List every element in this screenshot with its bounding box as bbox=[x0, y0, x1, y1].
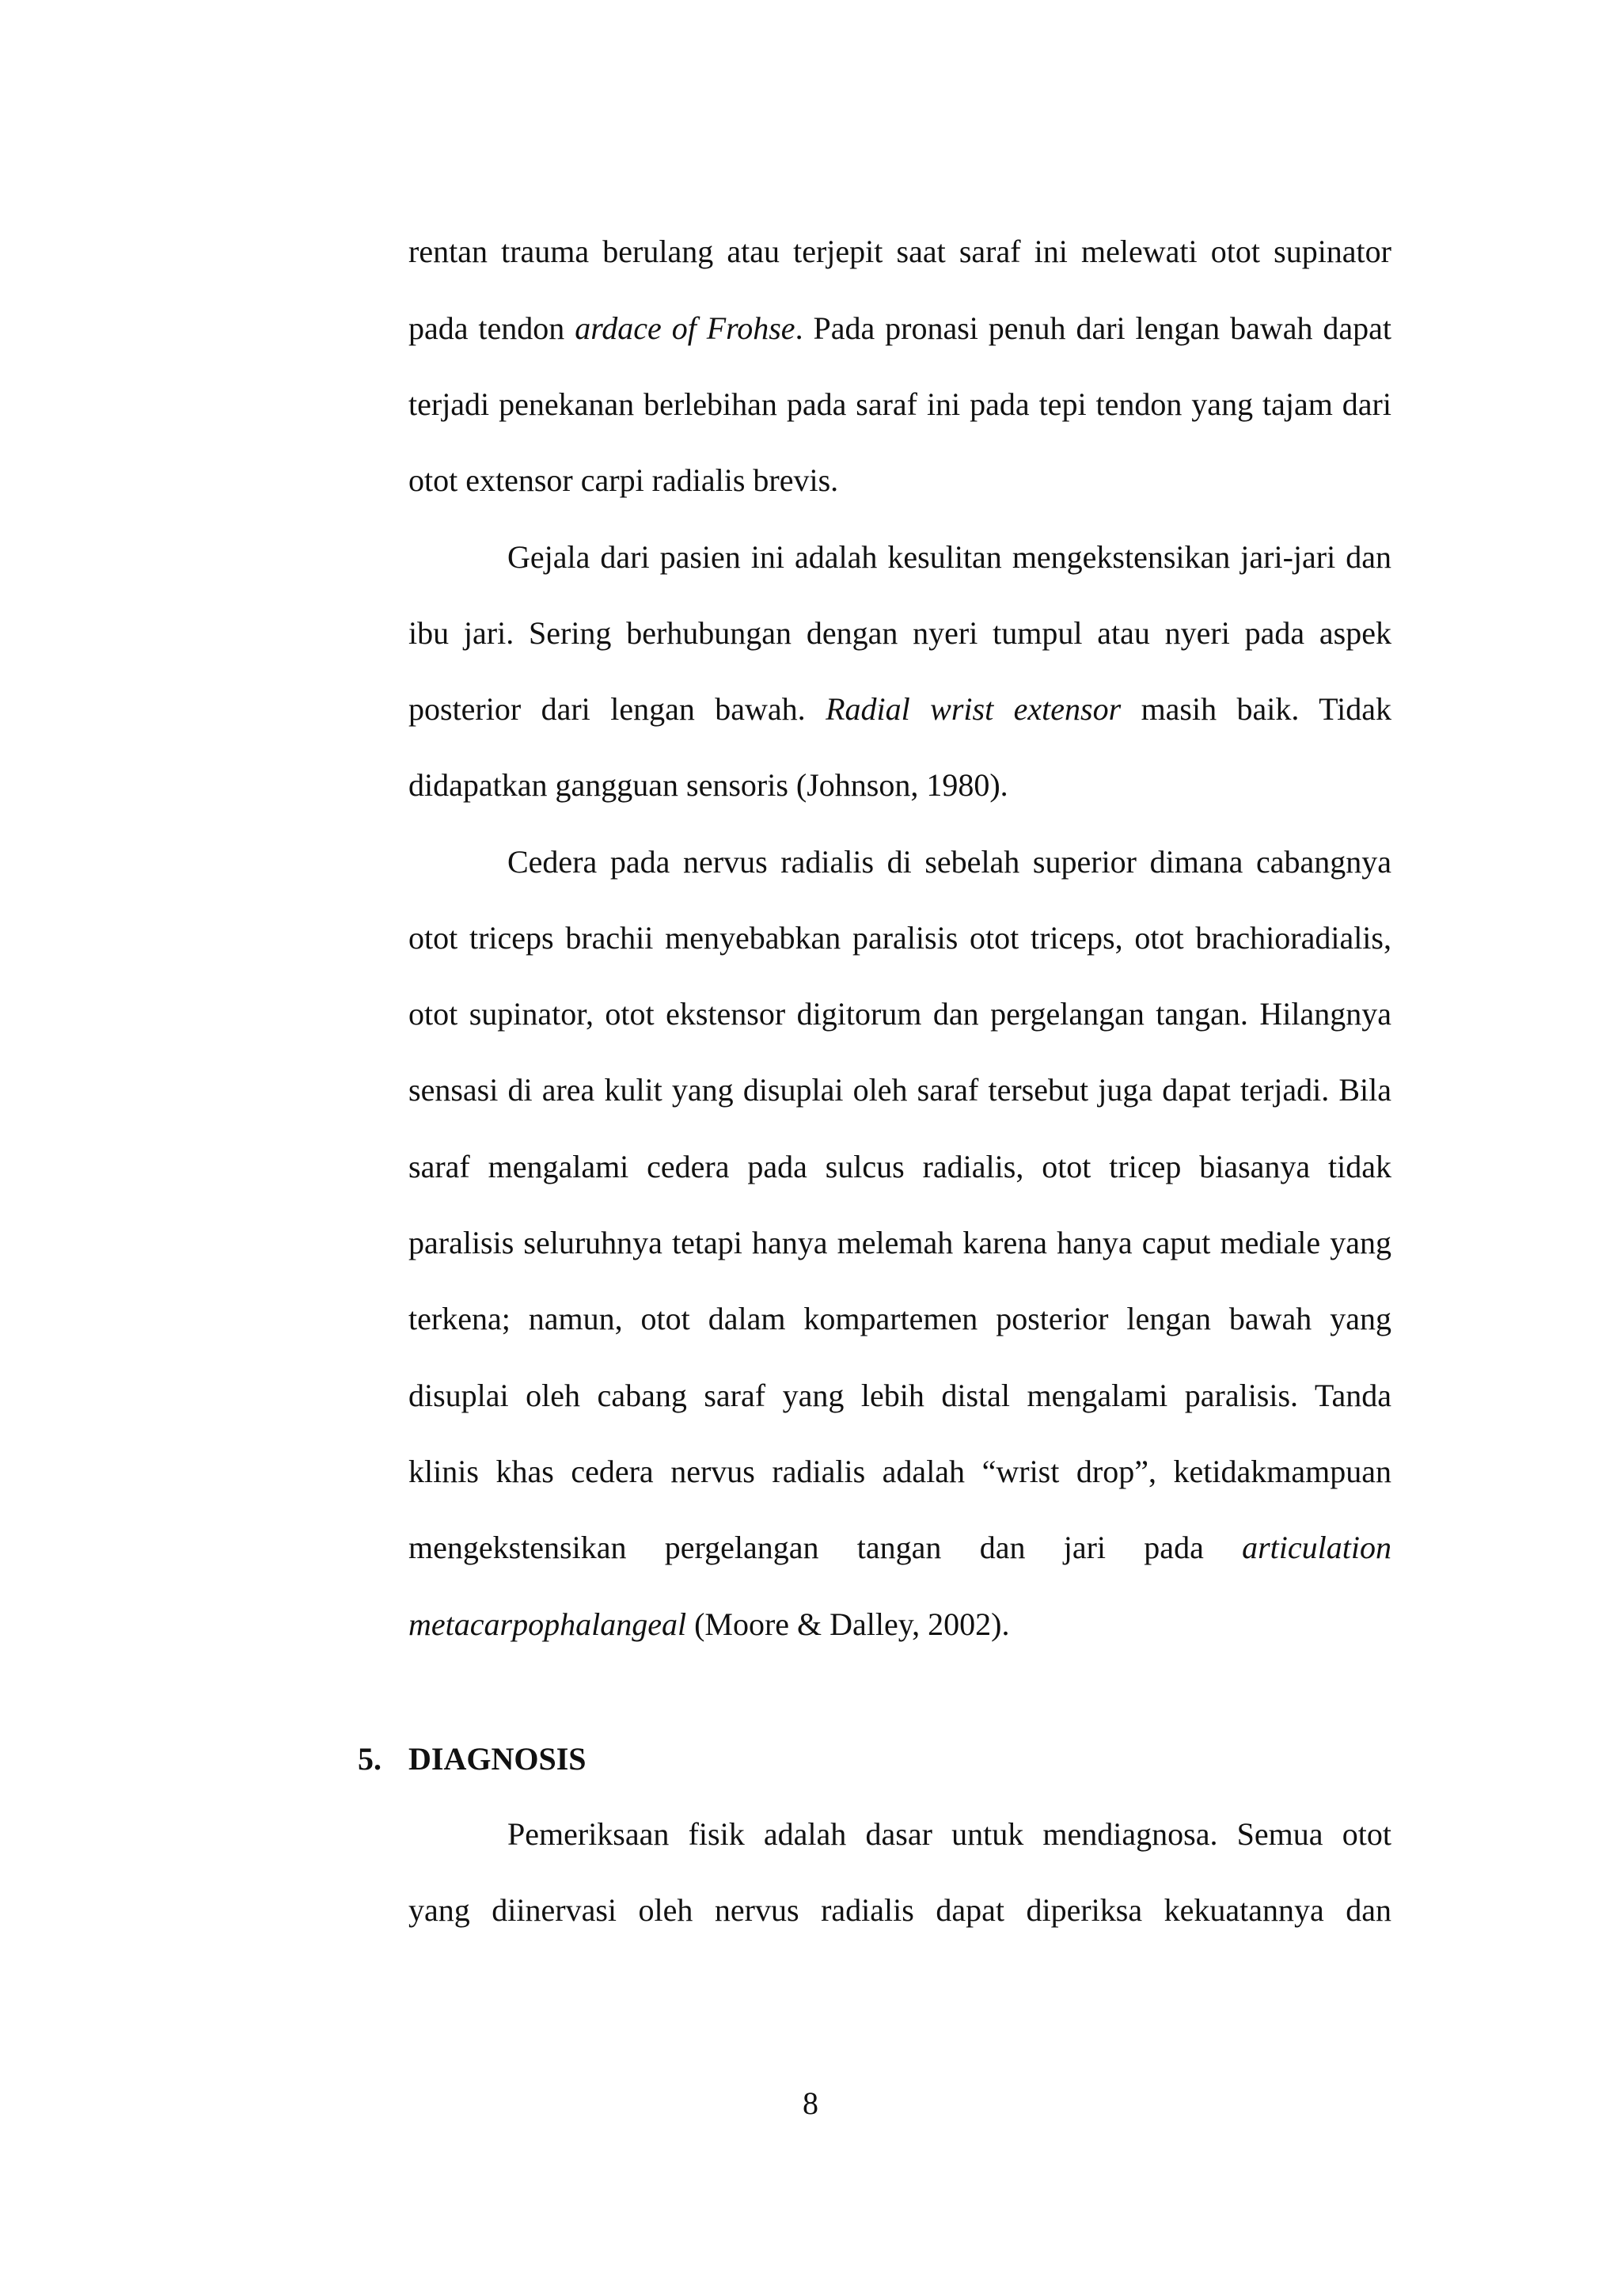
paragraph-3-line-10 bbox=[408, 1522, 1391, 1573]
section-title: DIAGNOSIS bbox=[408, 1741, 587, 1777]
section-heading bbox=[358, 1734, 587, 1785]
paragraph-2-line-3-text-b: masih baik. Tidak bbox=[1121, 691, 1391, 727]
paragraph-3-italic-term-1: articulation bbox=[1242, 1530, 1391, 1565]
paragraph-1-italic-term: ardace of Frohse bbox=[575, 310, 795, 346]
paragraph-3-line-1: Cedera pada nervus radialis di sebelah superior dimana cabangnya bbox=[507, 844, 1391, 880]
paragraph-1-line-2-text-a: pada tendon bbox=[408, 310, 575, 346]
paragraph-1-line-2 bbox=[408, 303, 1391, 354]
paragraph-3-line-11-text-b: (Moore & Dalley, 2002). bbox=[686, 1606, 1010, 1642]
paragraph-3-line-4: sensasi di area kulit yang disuplai oleh saraf tersebut juga dapat terjadi. Bila bbox=[408, 1072, 1391, 1108]
paragraph-3-line-7: terkena; namun, otot dalam kompartemen posterior lengan bawah yang bbox=[408, 1301, 1391, 1336]
paragraph-3-line-10-text-a: mengekstensikan pergelangan tangan dan jari pada bbox=[408, 1530, 1243, 1565]
section-number: 5. bbox=[358, 1741, 382, 1777]
paragraph-1-line-1: rentan trauma berulang atau terjepit saat saraf ini melewati otot supinator bbox=[408, 234, 1391, 269]
paragraph-3-line-3: otot supinator, otot ekstensor digitorum dan pergelangan tangan. Hilangnya bbox=[408, 996, 1391, 1032]
paragraph-3-italic-term-2: metacarpophalangeal bbox=[408, 1606, 687, 1642]
paragraph-2-line-3 bbox=[408, 684, 1391, 735]
paragraph-3-line-6: paralisis seluruhnya tetapi hanya melemah karena hanya caput mediale yang bbox=[408, 1225, 1391, 1260]
paragraph-3-line-5: saraf mengalami cedera pada sulcus radialis, otot tricep biasanya tidak bbox=[408, 1149, 1391, 1184]
paragraph-3-line-11 bbox=[408, 1599, 1391, 1650]
paragraph-3-line-2: otot triceps brachii menyebabkan paralisis otot triceps, otot brachioradialis, bbox=[408, 920, 1391, 956]
paragraph-2-italic-term: Radial wrist extensor bbox=[826, 691, 1122, 727]
paragraph-1-line-4: otot extensor carpi radialis brevis. bbox=[408, 462, 839, 498]
paragraph-2-line-3-text-a: posterior dari lengan bawah. bbox=[408, 691, 826, 727]
paragraph-2-line-2: ibu jari. Sering berhubungan dengan nyeri tumpul atau nyeri pada aspek bbox=[408, 615, 1391, 651]
paragraph-2-line-1: Gejala dari pasien ini adalah kesulitan mengekstensikan jari-jari dan bbox=[507, 539, 1391, 575]
paragraph-4-line-2: yang diinervasi oleh nervus radialis dapat diperiksa kekuatannya dan bbox=[408, 1892, 1391, 1928]
paragraph-4-line-1: Pemeriksaan fisik adalah dasar untuk mendiagnosa. Semua otot bbox=[507, 1816, 1391, 1852]
page-number: 8 bbox=[803, 2085, 818, 2121]
paragraph-2-line-4: didapatkan gangguan sensoris (Johnson, 1980). bbox=[408, 767, 1008, 803]
paragraph-3-line-9: klinis khas cedera nervus radialis adalah “wrist drop”, ketidakmampuan bbox=[408, 1454, 1391, 1489]
paragraph-3-line-8: disuplai oleh cabang saraf yang lebih distal mengalami paralisis. Tanda bbox=[408, 1378, 1391, 1413]
paragraph-1-line-2-text-b: . Pada pronasi penuh dari lengan bawah dapat bbox=[795, 310, 1392, 346]
paragraph-1-line-3: terjadi penekanan berlebihan pada saraf ini pada tepi tendon yang tajam dari bbox=[408, 386, 1391, 422]
